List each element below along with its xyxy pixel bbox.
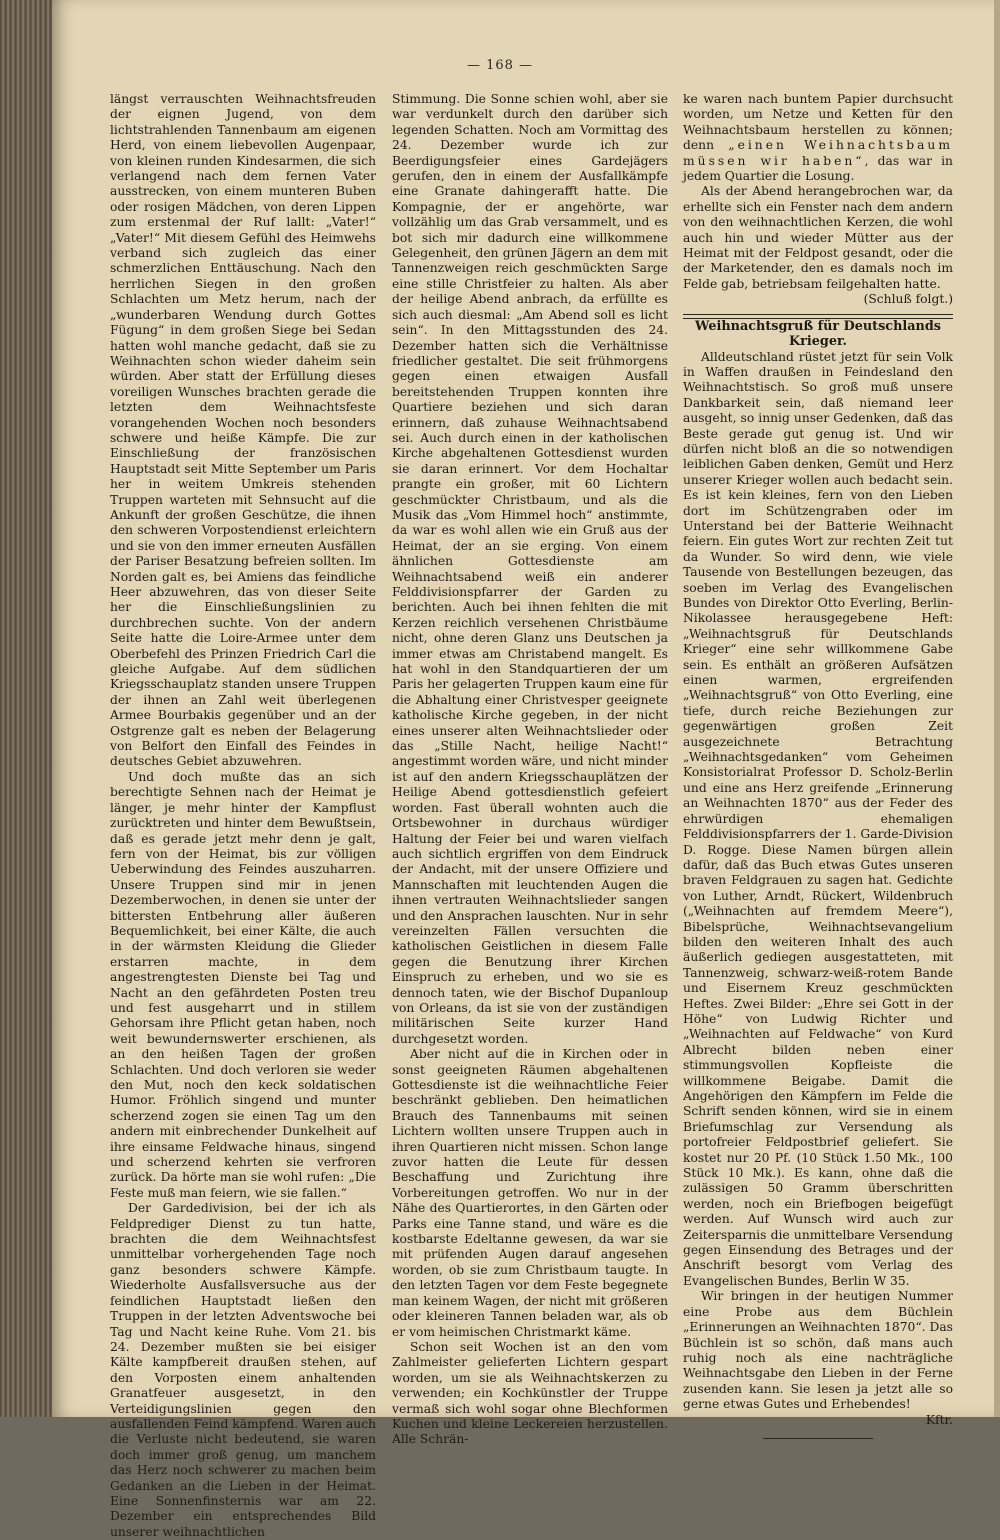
continued-note: (Schluß folgt.): [863, 292, 953, 307]
spaced-quote: „einen Weihnachtsbaum müssen wir haben“: [683, 138, 953, 168]
paragraph: Und doch mußte das an sich berechtigte Sehnen nach der Heimat je länger, je mehr hinter der Kampflust zurücktreten und hinter dem Bewußtsein, daß es gerade jetzt mehr denn je galt, fern von der Heimat, bis zur völligen Ueberwindung des Feindes auszuharren. Unsere Truppen sind mir in jenen Dezemberwochen, in denen sie unter der bittersten Entbehrung aller äußeren Bequemlichkeit, bei einer Kälte, die auch in der wärmsten Kleidung die Glieder erstarren machte, in dem angestrengtesten Dienste bei Tag und Nacht an den gefährdeten Posten treu und fest ausgeharrt und in stillem Gehorsam ihre Pflicht getan haben, noch weit bewundernswerter erschienen, als an den heißen Tagen der großen Schlachten. Und doch verloren sie weder den Mut, noch den keck soldatischen Humor. Fröhlich singend und munter scherzend zogen sie einen Tag um den andern mit einbrechender Dunkelheit auf ihre einsame Feldwache hinaus, singend und scherzend kehrten sie verfroren zurück. Da hörte man sie wohl rufen: „Die Feste muß man feiern, wie sie fallen.“: [110, 769, 376, 1200]
paragraph: Aber nicht auf die in Kirchen oder in sonst geeigneten Räumen abgehaltenen Gottesdienste ist die weihnachtliche Feier beschränkt geblieben. Den heimatlichen Brauch des Tannenbaums mit seinen Lichtern wollten unsere Truppen auch in ihren Quartieren nicht missen. Schon lange zuvor hatten die Leute für dessen Beschaffung und Zurichtung ihre Vorbereitungen getroffen. Wo nur in der Nähe des Quartierortes, in den Gärten oder Parks eine Tanne stand, und wäre es die kostbarste Edeltanne gewesen, da war sie mit prüfenden Augen darauf angesehen worden, ob sie zum Christbaum taugte. In den letzten Tagen vor dem Feste begegnete man keinem Wagen, der nicht mit größeren oder kleineren Tannen beladen war, als ob er vom heimischen Christmarkt käme.: [392, 1047, 668, 1339]
paragraph: [683, 92, 953, 184]
article-title: Weihnachtsgruß für Deutschlands Krieger.: [695, 318, 941, 350]
paragraph: Schon seit Wochen ist an den vom Zahlmeister gelieferten Lichtern gespart worden, um sie als Weihnachtskerzen zu verwenden; ein Kochkünstler der Truppe vermaß sich wohl sogar ohne Blechformen Kuchen und kleine Leckereien herzustellen. Alle Schrän-: [392, 1339, 668, 1447]
paragraph-text: ke waren nach buntem Papier durchsucht worden, um Netze und Ketten für den Weihnachtsbaum herstellen zu können; denn: [683, 92, 953, 153]
paragraph: Alldeutschland rüstet jetzt für sein Volk in Waffen draußen in Feindesland den Weihnachtstisch. So groß muß unsere Dankbarkeit sein, daß niemand leer ausgeht, so innig unser Gedenken, daß das Beste gerade gut genug ist. Und wir dürfen nicht bloß an die so notwendigen leiblichen Gaben denken, Gemüt und Herz unserer Krieger wollen auch bedacht sein. Es ist kein kleines, fern von den Lieben dort im Schützengraben oder im Unterstand bei der Batterie Weihnacht feiern. Ein gutes Wort zur rechten Zeit tut da Wunder. So wird denn, wie viele Tausende von Bestellungen bezeugen, das soeben im Verlag des Evangelischen Bundes von Direktor Otto Everling, Berlin-Nikolassee herausgegebene Heft: „Weihnachtsgruß für Deutschlands Krieger“ eine sehr willkommene Gabe sein. Es enthält an größeren Aufsätzen einen warmen, ergreifenden „Weihnachtsgruß“ von Otto Everling, eine tiefe, durch reiche Beziehungen zur gegenwärtigen großen Zeit ausgezeichnete Betrachtung „Weihnachtsgedanken“ vom Geheimen Konsistorialrat Professor D. Scholz-Berlin und eine ans Herz greifende „Erinnerung an Weihnachten 1870“ aus der Feder des ehrwürdigen ehemaligen Felddivisionspfarrers der 1. Garde-Division D. Rogge. Diese Namen bürgen allein dafür, daß das Buch etwas Gutes unseren braven Feldgrauen zu sagen hat. Gedichte von Luther, Arndt, Rückert, Wildenbruch („Weihnachten auf fremdem Meere“), Bibelsprüche, Weihnachtsevangelium bilden den weiteren Inhalt des auch äußerlich gediegen ausgestatteten, mit Tannenzweig, schwarz-weiß-rotem Bande und Eisernem Kreuz geschmückten Heftes. Zwei Bilder: „Ehre sei Gott in der Höhe“ von Ludwig Richter und „Weihnachten auf Feldwache“ von Kurd Albrecht bilden neben einer stimmungsvollen Kopfleiste die willkommene Beigabe. Damit die Angehörigen den Kämpfern im Felde die Schrift senden können, wird sie in einem Briefumschlag zur Versendung als portofreier Feldpostbrief geliefert. Sie kostet nur 20 Pf. (10 Stück 1.50 Mk., 100 Stück 10 Mk.). Es kann, ohne daß die zulässigen 50 Gramm überschritten werden, noch ein Briefbogen beigefügt werden. Auf Wunsch wird auch zur Zeitersparnis die unmittelbare Versendung gegen Einsendung des Betrages und der Anschrift besorgt vom Verlag des Evangelischen Bundes, Berlin W 35.: [683, 349, 953, 1288]
paragraph: Stimmung. Die Sonne schien wohl, aber sie war verdunkelt durch den darüber sich legenden Schatten. Noch am Vormittag des 24. Dezember wurde ich zur Beerdigungsfeier eines Gardejägers gerufen, den in einem der Ausfallkämpfe eine Granate dahingerafft hatte. Die Kompagnie, der er angehörte, war vollzählig um das Grab versammelt, und es bot sich mir dadurch eine willkommene Gelegenheit, den grünen Jägern an dem mit Tannenzweigen reich geschmückten Sarge eine stille Christfeier zu halten. Als aber der heilige Abend anbrach, da erfüllte es sich auch diesmal: „Am Abend soll es licht sein“. In den Mittagsstunden des 24. Dezember hatten sich die Verhältnisse friedlicher gestaltet. Die seit frühmorgens gegen einen etwaigen Ausfall bereitstehenden Truppen konnten ihre Quartiere beziehen und sich daran erinnern, daß zuhause Weihnachtsabend sei. Auch durch einen in der katholischen Kirche abgehaltenen Gottesdienst wurden sie daran erinnert. Vor dem Hochaltar prangte ein großer, mit 60 Lichtern geschmückter Christbaum, und als die Musik das „Vom Himmel hoch“ anstimmte, da war es wohl allen wie ein Gruß aus der Heimat, der an sie erging. Von einem ähnlichen Gottesdienste am Weihnachtsabend weiß ein anderer Felddivisionspfarrer der Garden zu berichten. Auch bei ihnen fehlten die mit Kerzen reichlich versehenen Christbäume nicht, ohne deren Glanz uns Deutschen ja immer etwas am Christabend mangelt. Es hat wohl in den Standquartieren der um Paris her gelagerten Truppen kaum eine für die Abhaltung einer Christvesper geeignete katholische Kirche gegeben, in der nicht eines unserer alten Weihnachtslieder oder das „Stille Nacht, heilige Nacht!“ angestimmt worden wäre, und nicht minder ist auf den andern Kriegsschauplätzen der Heilige Abend gottesdienstlich gefeiert worden. Fast überall wohnten auch die Ortsbewohner in durchaus würdiger Haltung der Feier bei und waren vielfach auch sichtlich ergriffen von dem Eindruck der Andacht, mit der unsere Offiziere und Mannschaften mit leuchtenden Augen die ihnen vertrauten Weihnachtslieder sangen und den Ansprachen lauschten. Nur in sehr vereinzelten Fällen versuchten die katholischen Geistlichen in diesem Falle gegen die Benutzung ihrer Kirchen Einspruch zu erheben, und wo sie es dennoch taten, wie der Bischof Dupanloup von Orleans, da ist sie von der zuständigen militärischen Seite kurzer Hand durchgesetzt worden.: [392, 92, 668, 1046]
page-stack-edge: [0, 0, 58, 1417]
page-number: — 168 —: [466, 58, 534, 73]
column-3: [683, 92, 953, 1439]
paragraph-text: , das war in jedem Quartier die Losung.: [683, 153, 953, 184]
paragraph: Der Gardedivision, bei der ich als Feldprediger Dienst zu tun hatte, brachten die dem Weihnachtsfest unmittelbar vorhergehenden Tage noch ganz besonders schwere Kämpfe. Wiederholte Ausfallsversuche aus der feindlichen Hauptstadt ließen den Truppen in der letzten Adventswoche bei Tag und Nacht keine Ruhe. Vom 21. bis 24. Dezember mußten sie bei eisiger Kälte kampfbereit draußen stehen, auf den Vorposten einem anhaltenden Granatfeuer ausgesetzt, in den Verteidigungslinien gegen den ausfallenden Feind kämpfend. Waren auch die Verluste nicht bedeutend, sie waren doch immer groß genug, um manchem das Herz noch schwerer zu machen beim Gedanken an die Lieben in der Heimat. Eine Sonnenfinsternis war am 22. Dezember ein entsprechendes Bild unserer weihnachtlichen: [110, 1201, 376, 1539]
author-signature: Kftr.: [925, 1412, 953, 1427]
paragraph: längst verrauschten Weihnachtsfreuden der eignen Jugend, von dem lichtstrahlenden Tannenbaum am eigenen Herd, von einem liebevollen Augenpaar, von kleinen runden Kindesarmen, die sich verlangend nach dem fernen Vater ausstrecken, von einem munteren Buben oder rosigen Mädchen, von deren Lippen zum erstenmal der Ruf lallt: „Vater!“ „Vater!“ Mit diesem Gefühl des Heimwehs verband sich zugleich das einer schmerzlichen Enttäuschung. Nach den herrlichen Siegen in den großen Schlachten um Metz herum, nach der „wunderbaren Wendung durch Gottes Fügung“ in dem großen Siege bei Sedan hatten wohl manche gedacht, daß sie zu Weihnachten schon wieder daheim sein würden. Aber statt der Erfüllung dieses voreiligen Wunsches brachten gerade die letzten dem Weihnachtsfeste vorangehenden Wochen noch besonders schwere und heiße Kämpfe. Die zur Einschließung der französischen Hauptstadt seit Mitte September um Paris her in weitem Umkreis stehenden Truppen warteten mit Sehnsucht auf die Ankunft der großen Geschütze, die ihnen den schweren Vorpostendienst erleichtern und sie von den immer erneuten Ausfällen der Pariser Besatzung befreien sollten. Im Norden galt es, bei Amiens das feindliche Heer abzuwehren, das von dieser Seite her die Einschließungslinien zu durchbrechen suchte. Von der andern Seite hatte die Loire-Armee unter dem Oberbefehl des Prinzen Friedrich Carl die gleiche Aufgabe. Auf dem südlichen Kriegsschauplatz standen unsere Truppen der ihnen an Zahl weit überlegenen Armee Bourbakis gegenüber und an der Ostgrenze galt es neben der Belagerung von Belfort den Einfall des Feindes in deutsches Gebiet abzuwehren.: [110, 92, 376, 769]
column-2: [392, 92, 668, 1448]
paragraph: Wir bringen in der heutigen Nummer eine Probe aus dem Büchlein „Erinnerungen an Weihnachten 1870“. Das Büchlein ist so schön, daß mans auch ruhig noch als eine nachträgliche Weihnachtsgabe den Lieben in der Ferne zusenden kann. Sie lesen ja jetzt alle so gerne etwas Gutes und Erhebendes!: [683, 1289, 953, 1412]
column-1: [110, 92, 376, 1540]
end-rule: [763, 1438, 873, 1439]
page-right-edge: [994, 0, 1000, 1417]
paragraph: Als der Abend herangebrochen war, da erhellte sich ein Fenster nach dem andern von den weihnachtlichen Kerzen, die wohl auch hin und wieder Mütter aus der Heimat mit der Feldpost gesandt, oder die der Marketender, den es damals noch im Felde gab, betriebsam feilgehalten hatte.: [683, 184, 953, 291]
